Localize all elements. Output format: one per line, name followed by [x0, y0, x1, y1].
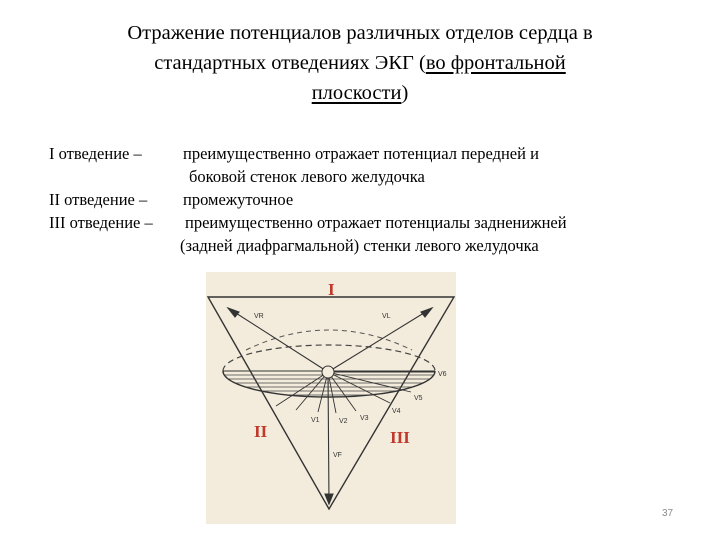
vector-label-v6: V6: [438, 371, 447, 378]
vector-label-v1: V1: [311, 417, 320, 424]
lead-3-text-continued: (задней диафрагмальной) стенки левого желудочка: [180, 236, 539, 255]
vector-label-v5: V5: [414, 395, 423, 402]
title-line-1: Отражение потенциалов различных отделов сердца в: [127, 22, 593, 44]
title-line-3: [60, 78, 660, 108]
title-line-2: [60, 48, 660, 78]
title-line-2-underlined: во фронтальной: [425, 52, 566, 74]
vector-label-v4: V4: [392, 408, 401, 415]
vector-label-v2: V2: [339, 418, 348, 425]
title-line-3-underlined: плоскости: [311, 82, 402, 104]
lead-label-iii: III: [390, 428, 410, 447]
lead-3-text: преимущественно отражает потенциалы задненижней: [185, 213, 567, 232]
lead-2-line: [49, 188, 689, 211]
title-line-3-text: ): [401, 82, 409, 104]
leads-description: [49, 142, 689, 257]
lead-3-line-1: [49, 211, 689, 234]
lead-3-line-2: [49, 234, 689, 257]
title-line-2-text: стандартных отведениях ЭКГ (: [154, 52, 426, 74]
vector-label-vf: VF: [333, 452, 342, 459]
lead-1-label: I отведение –: [49, 144, 142, 163]
einthoven-diagram: [206, 272, 456, 524]
lead-1-line-2: [49, 165, 689, 188]
lead-2-text: промежуточное: [183, 190, 294, 209]
slide-title: [60, 18, 660, 108]
lead-1-line-1: [49, 142, 689, 165]
einthoven-triangle: [208, 297, 454, 509]
lead-label-ii: II: [254, 422, 268, 441]
lead-3-label: III отведение –: [49, 213, 153, 232]
precordial-vectors: [276, 372, 435, 413]
lead-2-label: II отведение –: [49, 190, 148, 209]
lead-label-i: I: [328, 280, 335, 299]
lead-1-text: преимущественно отражает потенциал передней и: [183, 144, 539, 163]
heart-center-dot: [322, 366, 334, 378]
vector-label-vr: VR: [254, 313, 264, 320]
lead-1-text-continued: боковой стенок левого желудочка: [189, 167, 425, 186]
vector-label-vl: VL: [382, 313, 391, 320]
einthoven-triangle-figure: [206, 272, 456, 524]
limb-vectors: [228, 308, 432, 504]
upper-dashed-arc: [246, 330, 412, 350]
vector-label-v3: V3: [360, 415, 369, 422]
page-number: 37: [662, 508, 674, 519]
